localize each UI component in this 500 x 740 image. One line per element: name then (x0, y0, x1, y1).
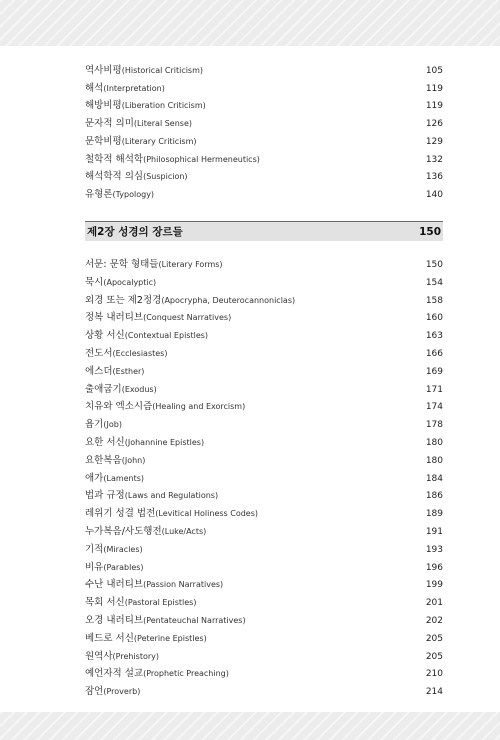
toc-entry-page-number: 163 (425, 331, 443, 342)
toc-entry-page-number: 184 (425, 473, 443, 484)
toc-entry-korean: 법과 규정 (85, 490, 125, 502)
toc-entry[interactable] (85, 171, 443, 183)
toc-entry-page-number: 119 (425, 101, 443, 112)
toc-entry[interactable] (85, 154, 443, 166)
toc-entry[interactable] (85, 490, 443, 502)
toc-entry-title (85, 65, 203, 77)
toc-entry[interactable] (85, 668, 443, 680)
toc-entry-korean: 예언자적 설교 (85, 668, 144, 680)
toc-entry-page-number: 140 (425, 189, 443, 200)
toc-entry[interactable] (85, 348, 443, 360)
toc-entry-page-number: 199 (425, 580, 443, 591)
toc-entry[interactable] (85, 419, 443, 431)
toc-entry-page-number: 193 (425, 544, 443, 555)
toc-entry-title (85, 100, 206, 112)
toc-entry-page-number: 210 (425, 669, 443, 680)
toc-entry-korean: 요한복음 (85, 454, 122, 466)
toc-entry-english: (Apocalyptic) (103, 277, 157, 287)
toc-entry-english: (Philosophical Hermeneutics) (143, 154, 260, 164)
toc-entry-english: (Ecclesiastes) (112, 349, 168, 358)
toc-entry-korean: 해석학적 의심 (85, 171, 144, 183)
toc-entry-english: (Literal Sense) (133, 119, 193, 129)
toc-entry-english: (Apocrypha, Deuterocannoniclas) (161, 295, 296, 305)
toc-entry-title (85, 597, 196, 609)
toc-entry-title (85, 473, 144, 485)
toc-entry-korean: 문학비평 (85, 135, 122, 147)
toc-entry-title (85, 348, 167, 360)
toc-entry-page-number: 129 (425, 136, 443, 147)
toc-entry-korean: 욥기 (85, 419, 104, 431)
toc-entry-english: (Literary Forms) (158, 260, 223, 269)
toc-entry-title (85, 259, 223, 271)
toc-entry-title (85, 579, 223, 591)
toc-entry-english: (Pentateuchal Narratives) (143, 616, 246, 625)
toc-entry-page-number: 154 (425, 277, 443, 288)
toc-entry-korean: 요한 서신 (85, 437, 125, 448)
toc-entry-english: (Passion Narratives) (143, 580, 224, 590)
toc-entry-english: (Suspicion) (143, 172, 188, 182)
chapter-heading[interactable] (85, 221, 443, 241)
toc-entry-korean: 베드로 서신 (85, 632, 134, 644)
toc-entry-page-number: 174 (425, 402, 443, 413)
toc-entry-page-number: 205 (425, 633, 443, 644)
toc-entry[interactable] (85, 83, 443, 95)
toc-entry-title (85, 490, 218, 502)
toc-entry-english: (Luke/Acts) (161, 527, 207, 536)
toc-entry[interactable] (85, 544, 443, 556)
toc-entry[interactable] (85, 312, 443, 324)
toc-entry-page-number: 119 (425, 83, 443, 94)
toc-entry-page-number: 180 (425, 455, 443, 466)
toc-entry-page-number: 191 (425, 527, 443, 537)
toc-entry-page-number: 180 (425, 438, 443, 448)
toc-entry-korean: 오경 내러티브 (85, 615, 144, 626)
toc-entry-page-number: 136 (425, 172, 443, 183)
toc-entry-english: (Prophetic Preaching) (143, 669, 229, 679)
toc-entry-title (85, 526, 206, 538)
toc-entry-english: (Parables) (103, 562, 144, 572)
toc-entry-korean: 기적 (85, 543, 104, 555)
bottom-decorative-band (0, 712, 500, 740)
toc-entry-korean: 문자적 의미 (85, 118, 134, 130)
toc-entry[interactable] (85, 65, 443, 77)
toc-entry-title (85, 366, 144, 378)
toc-entry-page-number: 126 (425, 119, 443, 130)
toc-entry[interactable] (85, 100, 443, 112)
toc-entry-korean: 수난 내러티브 (85, 579, 144, 591)
toc-entry-page-number: 205 (425, 651, 443, 662)
toc-entry[interactable] (85, 562, 443, 574)
toc-entry[interactable] (85, 651, 443, 663)
toc-entry-korean: 에스더 (85, 365, 113, 377)
toc-entry-korean: 외경 또는 제2정경 (85, 294, 162, 306)
toc-entry-english: (Levitical Holiness Codes) (155, 509, 259, 519)
toc-entry-english: (Proverb) (103, 687, 141, 697)
toc-entry-page-number: 166 (425, 349, 443, 359)
toc-entry-title (85, 668, 229, 680)
toc-entry[interactable] (85, 366, 443, 378)
toc-entry-english: (Job) (103, 420, 122, 430)
toc-entry[interactable] (85, 437, 443, 449)
toc-entry-title (85, 384, 157, 396)
toc-entry-korean: 출애굽기 (85, 383, 122, 395)
toc-entry-korean: 비유 (85, 561, 104, 573)
toc-entry-title (85, 437, 204, 449)
toc-entry-english: (Healing and Exorcism) (152, 402, 246, 412)
toc-entry-title (85, 651, 159, 663)
toc-entry-korean: 정복 내러티브 (85, 312, 144, 324)
toc-entry-english: (Contextual Epistles) (124, 331, 209, 341)
toc-entry-title (85, 401, 245, 413)
toc-entry-page-number: 178 (425, 420, 443, 431)
toc-entry-english: (Miracles) (103, 544, 143, 554)
toc-entry[interactable] (85, 473, 443, 485)
toc-entry-title (85, 562, 144, 574)
toc-entry[interactable] (85, 136, 443, 148)
toc-entry-page-number: 158 (425, 295, 443, 306)
chapter-title: 제2장 성경의 장르들 (87, 226, 183, 238)
toc-entry-title (85, 633, 207, 645)
toc-entry-english: (Exodus) (121, 384, 157, 394)
toc-entry-korean: 묵시 (85, 276, 104, 288)
toc-entry-korean: 누가복음/사도행전 (85, 526, 162, 537)
toc-entry[interactable] (85, 277, 443, 289)
toc-entry-korean: 해방비평 (85, 100, 122, 112)
toc-entry[interactable] (85, 579, 443, 591)
toc-entry-korean: 유형론 (85, 188, 113, 200)
toc-entry-page-number: 189 (425, 509, 443, 520)
toc-entry-korean: 서문: 문학 형태들 (85, 259, 159, 270)
toc-entry-page-number: 150 (425, 260, 443, 270)
toc-entry[interactable] (85, 295, 443, 307)
toc-entry[interactable] (85, 508, 443, 520)
toc-entry[interactable] (85, 118, 443, 130)
toc-entry-english: (Esther) (112, 366, 145, 376)
toc-entry-english: (Liberation Criticism) (121, 101, 206, 111)
toc-entry-page-number: 196 (425, 562, 443, 573)
toc-entry-english: (Laws and Regulations) (124, 491, 219, 501)
toc-entry-title (85, 277, 156, 289)
toc-entry-english: (Conquest Narratives) (143, 313, 232, 323)
toc-entry-title (85, 295, 295, 307)
toc-entry-korean: 상황 서신 (85, 330, 125, 342)
toc-entry[interactable] (85, 615, 443, 627)
toc-entry-korean: 치유와 엑소시즘 (85, 401, 153, 413)
toc-entry-english: (Johannine Epistles) (124, 438, 205, 447)
toc-entry-title (85, 419, 122, 431)
toc-entry-english: (Literary Criticism) (121, 136, 197, 146)
toc-entry-korean: 원역사 (85, 650, 113, 662)
toc-entry-title (85, 508, 258, 520)
toc-entry[interactable] (85, 189, 443, 201)
toc-entry-page-number: 105 (425, 66, 443, 76)
toc-entry-korean: 레위기 성결 법전 (85, 508, 156, 520)
toc-entry-korean: 해석 (85, 82, 104, 94)
toc-entry[interactable] (85, 330, 443, 342)
toc-entry-title (85, 455, 145, 467)
toc-entry-korean: 철학적 해석학 (85, 153, 144, 165)
toc-entry-page-number: 160 (425, 313, 443, 324)
toc-entry-english: (Prehistory) (112, 651, 160, 661)
toc-entry-english: (Historical Criticism) (121, 66, 204, 75)
toc-entry-english: (Laments) (103, 473, 145, 483)
toc-entry-page-number: 214 (425, 687, 443, 698)
toc-entry-title (85, 136, 197, 148)
toc-entry-english: (Typology) (112, 189, 155, 199)
toc-entry-title (85, 189, 154, 201)
toc-entry-page-number: 202 (425, 616, 443, 626)
toc-entry-korean: 전도서 (85, 348, 113, 359)
toc-entry[interactable] (85, 401, 443, 413)
toc-entry-page-number: 201 (425, 598, 443, 609)
toc-entry-korean: 잠언 (85, 686, 104, 698)
toc-entry-english: (Pastoral Epistles) (124, 598, 197, 608)
toc-entry[interactable] (85, 597, 443, 609)
toc-entry-page-number: 132 (425, 154, 443, 165)
toc-entry-title (85, 118, 192, 130)
toc-entry-title (85, 615, 246, 627)
toc-entry-title (85, 171, 188, 183)
toc-entry-title (85, 686, 140, 698)
toc-entry-title (85, 312, 231, 324)
toc-entry[interactable] (85, 455, 443, 467)
toc-entry[interactable] (85, 259, 443, 271)
toc-entry-english: (Interpretation) (103, 83, 165, 93)
toc-entry-title (85, 544, 143, 556)
toc-entry-title (85, 154, 260, 166)
toc-entry-korean: 역사비평 (85, 65, 122, 76)
top-decorative-band (0, 0, 500, 46)
toc-entry-page-number: 169 (425, 366, 443, 377)
toc-entry[interactable] (85, 633, 443, 645)
toc-entry-english: (John) (121, 455, 146, 465)
toc-entry-korean: 애가 (85, 472, 104, 484)
toc-entry-english: (Peterine Epistles) (133, 633, 207, 643)
toc-entry[interactable] (85, 526, 443, 538)
toc-entry-title (85, 330, 208, 342)
chapter-page-number: 150 (419, 225, 441, 238)
toc-entry-korean: 목회 서신 (85, 597, 125, 609)
toc-entry-title (85, 83, 165, 95)
toc-entry[interactable] (85, 384, 443, 396)
toc-entry-page-number: 186 (425, 491, 443, 502)
toc-entry-page-number: 171 (425, 384, 443, 395)
toc-entry[interactable] (85, 686, 443, 698)
